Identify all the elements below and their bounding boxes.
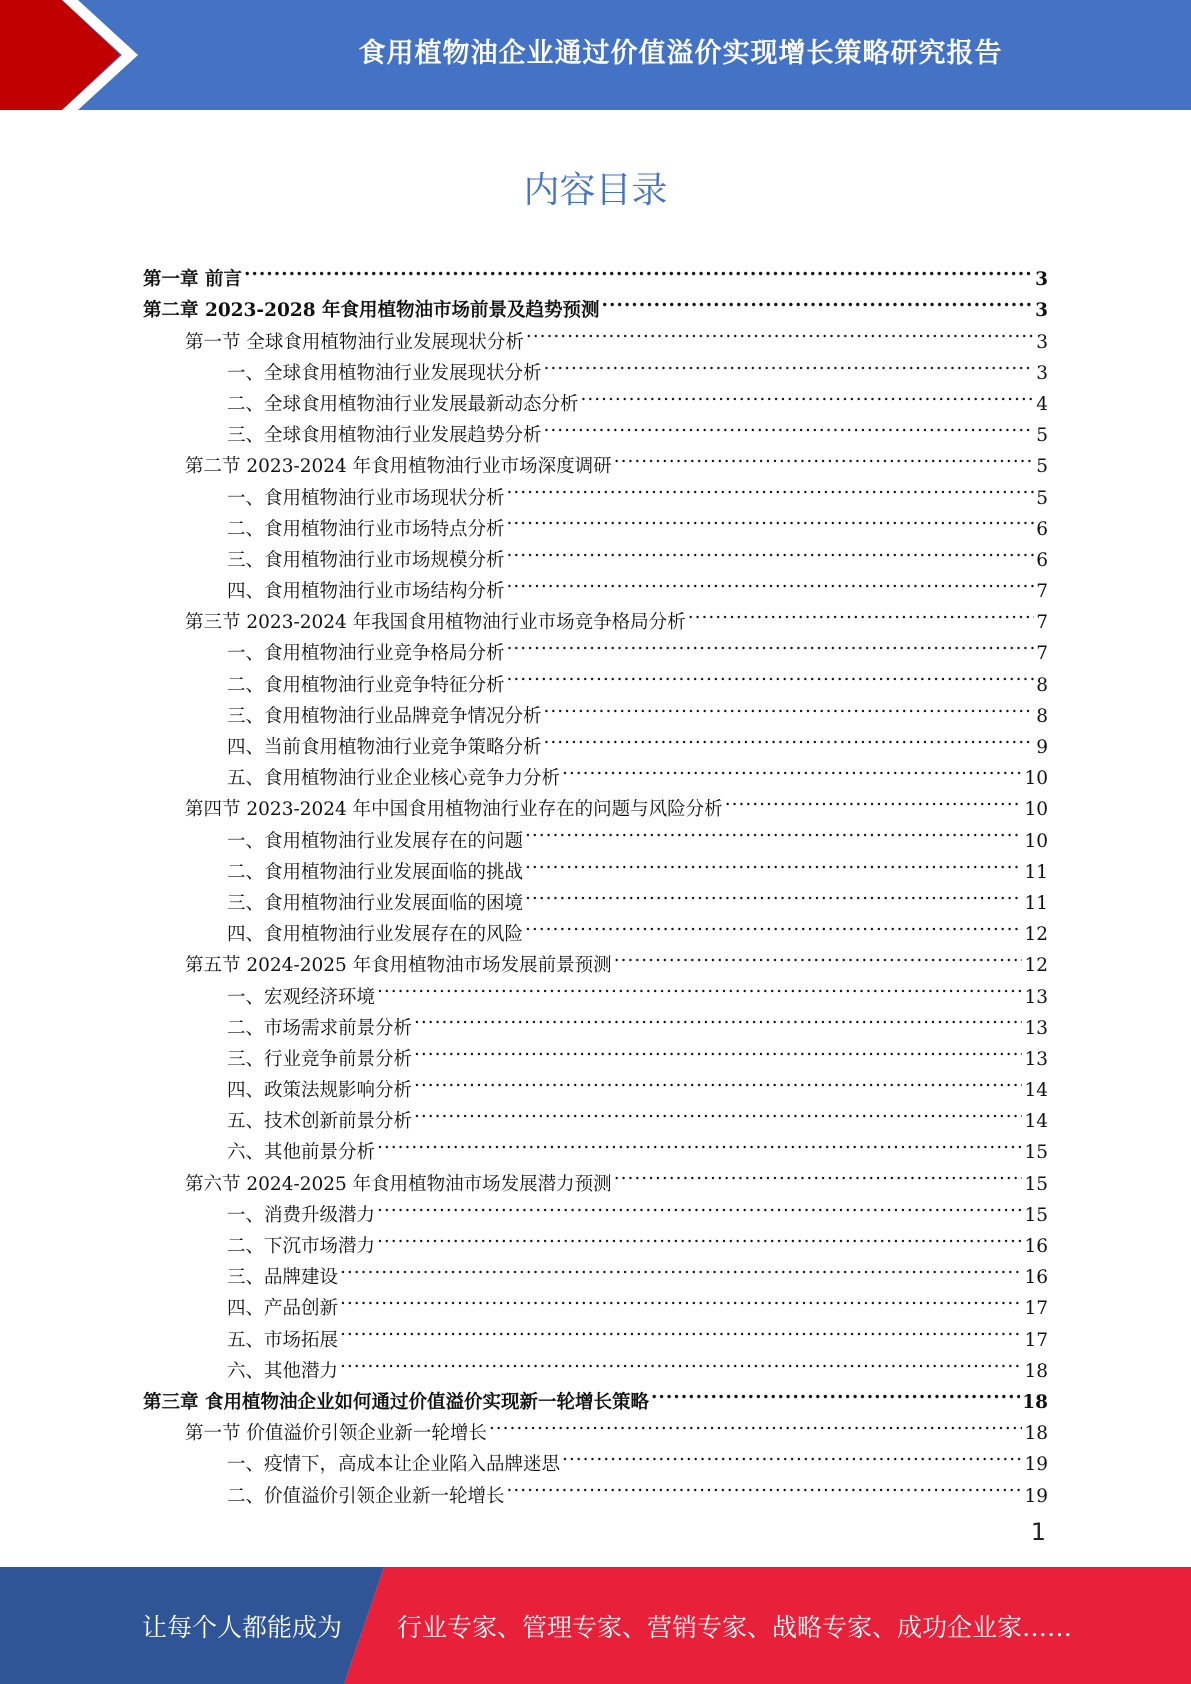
toc-leader-dots — [489, 1408, 1023, 1439]
toc-leader-dots — [544, 691, 1035, 722]
toc-entry-page: 14 — [1024, 1080, 1048, 1102]
toc-entry-page: 6 — [1036, 549, 1048, 571]
toc-entry[interactable] — [143, 254, 1048, 291]
toc-entry-page: 7 — [1036, 612, 1048, 634]
toc-entry-label: 五、市场拓展 — [227, 1329, 339, 1351]
toc-entry-page: 15 — [1024, 1142, 1048, 1164]
toc-entry-page: 13 — [1024, 986, 1048, 1008]
toc-entry-page: 16 — [1024, 1267, 1048, 1289]
toc-leader-dots — [525, 847, 1022, 878]
toc-entry-label: 一、食用植物油行业发展存在的问题 — [227, 830, 524, 852]
toc-entry-page: 4 — [1036, 393, 1048, 415]
toc-entry-label: 三、全球食用植物油行业发展趋势分析 — [227, 425, 542, 447]
toc-entry[interactable] — [143, 285, 1048, 322]
toc-entry-label: 四、食用植物油行业市场结构分析 — [227, 581, 505, 603]
toc-entry-page: 5 — [1036, 487, 1048, 509]
footer-slogan-right: 行业专家、管理专家、营销专家、战略专家、成功企业家…… — [397, 1612, 1073, 1642]
toc-entry-label: 三、品牌建设 — [227, 1267, 339, 1289]
toc-entry-page: 16 — [1024, 1236, 1048, 1257]
toc-entry-label: 一、宏观经济环境 — [227, 986, 376, 1008]
toc-entry-label: 第一节 全球食用植物油行业发展现状分析 — [185, 331, 524, 353]
table-of-contents — [143, 254, 1048, 1507]
toc-entry-label: 五、食用植物油行业企业核心竞争力分析 — [227, 768, 561, 790]
toc-entry-page: 10 — [1024, 799, 1048, 821]
toc-entry-label: 五、技术创新前景分析 — [227, 1111, 413, 1133]
toc-leader-dots — [377, 1127, 1022, 1158]
toc-entry-page: 5 — [1036, 456, 1048, 478]
toc-entry-page: 13 — [1024, 1017, 1048, 1039]
toc-leader-dots — [507, 504, 1035, 535]
header-banner — [0, 0, 1191, 110]
toc-leader-dots — [544, 722, 1035, 753]
toc-entry-label: 三、食用植物油行业市场规模分析 — [227, 549, 505, 571]
toc-leader-dots — [414, 1096, 1022, 1127]
toc-entry-page: 15 — [1024, 1173, 1048, 1195]
toc-entry-label: 四、食用植物油行业发展存在的风险 — [227, 924, 524, 946]
toc-entry-label: 四、当前食用植物油行业竞争策略分析 — [227, 737, 542, 758]
toc-entry-label: 二、价值溢价引领企业新一轮增长 — [227, 1485, 505, 1507]
toc-entry-page: 19 — [1024, 1454, 1048, 1476]
toc-leader-dots — [340, 1252, 1022, 1283]
toc-entry-label: 第二章 2023-2028 年食用植物油市场前景及趋势预测 — [143, 300, 600, 322]
footer-banner — [0, 1567, 1191, 1684]
toc-entry-page: 10 — [1024, 768, 1048, 790]
toc-entry-label: 二、食用植物油行业市场特点分析 — [227, 518, 505, 540]
header-arrow-decoration — [0, 0, 160, 110]
toc-leader-dots — [602, 285, 1034, 316]
toc-entry-label: 第一节 价值溢价引领企业新一轮增长 — [185, 1423, 487, 1445]
toc-leader-dots — [414, 1065, 1022, 1096]
toc-entry-label: 一、疫情下，高成本让企业陷入品牌迷思 — [227, 1454, 561, 1476]
toc-entry-page: 10 — [1024, 830, 1048, 852]
toc-entry-page: 5 — [1036, 425, 1048, 447]
toc-entry-page: 18 — [1024, 1360, 1048, 1382]
toc-entry-page: 17 — [1024, 1298, 1048, 1320]
toc-leader-dots — [614, 441, 1035, 472]
toc-entry-page: 3 — [1036, 331, 1048, 353]
toc-entry-page: 7 — [1036, 643, 1048, 665]
toc-leader-dots — [614, 1158, 1023, 1189]
toc-entry-page: 3 — [1035, 269, 1048, 291]
toc-entry-page: 3 — [1036, 362, 1048, 384]
toc-leader-dots — [614, 940, 1023, 971]
toc-leader-dots — [688, 597, 1035, 628]
toc-heading: 内容目录 — [523, 170, 668, 211]
toc-leader-dots — [651, 1377, 1020, 1408]
toc-leader-dots — [507, 535, 1035, 566]
toc-entry-page: 7 — [1036, 581, 1048, 603]
toc-leader-dots — [244, 254, 1033, 285]
toc-leader-dots — [562, 753, 1022, 784]
toc-leader-dots — [507, 1470, 1023, 1501]
toc-entry-label: 三、食用植物油行业品牌竞争情况分析 — [227, 705, 542, 727]
toc-entry-page: 18 — [1024, 1423, 1048, 1445]
toc-entry-page: 11 — [1024, 861, 1048, 883]
toc-leader-dots — [525, 815, 1022, 846]
toc-entry-label: 六、其他潜力 — [227, 1360, 339, 1382]
toc-entry-label: 第一章 前言 — [143, 269, 242, 291]
toc-leader-dots — [525, 878, 1022, 909]
toc-entry-label: 一、食用植物油行业竞争格局分析 — [227, 643, 505, 665]
toc-leader-dots — [414, 1003, 1022, 1034]
toc-entry-page: 9 — [1036, 737, 1048, 758]
toc-entry-label: 四、政策法规影响分析 — [227, 1080, 413, 1102]
toc-entry-page: 14 — [1024, 1111, 1048, 1133]
toc-entry-label: 第五节 2024-2025 年食用植物油市场发展前景预测 — [185, 955, 612, 977]
toc-entry-label: 四、产品创新 — [227, 1298, 339, 1320]
toc-entry-page: 8 — [1036, 674, 1048, 696]
toc-entry-label: 三、行业竞争前景分析 — [227, 1048, 413, 1070]
toc-leader-dots — [544, 410, 1035, 441]
toc-leader-dots — [377, 1221, 1022, 1252]
toc-leader-dots — [526, 316, 1034, 347]
toc-entry-label: 第六节 2024-2025 年食用植物油市场发展潜力预测 — [185, 1173, 612, 1195]
toc-entry-page: 6 — [1036, 518, 1048, 540]
toc-leader-dots — [544, 348, 1035, 379]
toc-entry-page: 18 — [1022, 1391, 1048, 1413]
toc-leader-dots — [525, 909, 1022, 940]
footer-slogan-left: 让每个人都能成为 — [142, 1612, 343, 1642]
toc-leader-dots — [340, 1314, 1022, 1345]
toc-leader-dots — [340, 1283, 1022, 1314]
toc-entry-label: 一、消费升级潜力 — [227, 1204, 376, 1226]
toc-entry-page: 13 — [1024, 1048, 1048, 1070]
toc-entry-label: 二、食用植物油行业竞争特征分析 — [227, 674, 505, 696]
toc-leader-dots — [377, 1190, 1022, 1221]
toc-leader-dots — [507, 566, 1035, 597]
toc-entry-label: 二、食用植物油行业发展面临的挑战 — [227, 861, 524, 883]
toc-leader-dots — [562, 1439, 1022, 1470]
page-number: 1 — [1030, 1518, 1046, 1546]
toc-leader-dots — [377, 971, 1022, 1002]
report-title: 食用植物油企业通过价值溢价实现增长策略研究报告 — [358, 37, 1003, 69]
toc-entry-page: 12 — [1024, 924, 1048, 946]
toc-entry-page: 3 — [1035, 300, 1048, 322]
toc-entry-label: 二、全球食用植物油行业发展最新动态分析 — [227, 393, 579, 415]
toc-entry-label: 第三节 2023-2024 年我国食用植物油行业市场竞争格局分析 — [185, 612, 686, 634]
toc-entry-label: 第二节 2023-2024 年食用植物油行业市场深度调研 — [185, 456, 612, 478]
toc-entry-page: 15 — [1024, 1204, 1048, 1226]
toc-leader-dots — [581, 379, 1035, 410]
toc-entry-label: 一、全球食用植物油行业发展现状分析 — [227, 362, 542, 384]
toc-entry-label: 六、其他前景分析 — [227, 1142, 376, 1164]
toc-entry-page: 8 — [1036, 705, 1048, 727]
toc-leader-dots — [414, 1034, 1022, 1065]
toc-entry-page: 19 — [1024, 1485, 1048, 1507]
toc-entry-page: 11 — [1024, 892, 1048, 914]
toc-entry-label: 第三章 食用植物油企业如何通过价值溢价实现新一轮增长策略 — [143, 1391, 649, 1413]
toc-entry-label: 二、下沉市场潜力 — [227, 1236, 376, 1257]
toc-leader-dots — [340, 1346, 1022, 1377]
toc-leader-dots — [725, 784, 1023, 815]
toc-entry-label: 第四节 2023-2024 年中国食用植物油行业存在的问题与风险分析 — [185, 799, 723, 821]
toc-entry-page: 17 — [1024, 1329, 1048, 1351]
toc-entry-label: 三、食用植物油行业发展面临的困境 — [227, 892, 524, 914]
toc-leader-dots — [507, 659, 1035, 690]
toc-entry-page: 12 — [1024, 955, 1048, 977]
toc-entry-label: 二、市场需求前景分析 — [227, 1017, 413, 1039]
toc-entry-label: 一、食用植物油行业市场现状分析 — [227, 487, 505, 509]
toc-leader-dots — [507, 628, 1035, 659]
toc-leader-dots — [507, 472, 1035, 503]
